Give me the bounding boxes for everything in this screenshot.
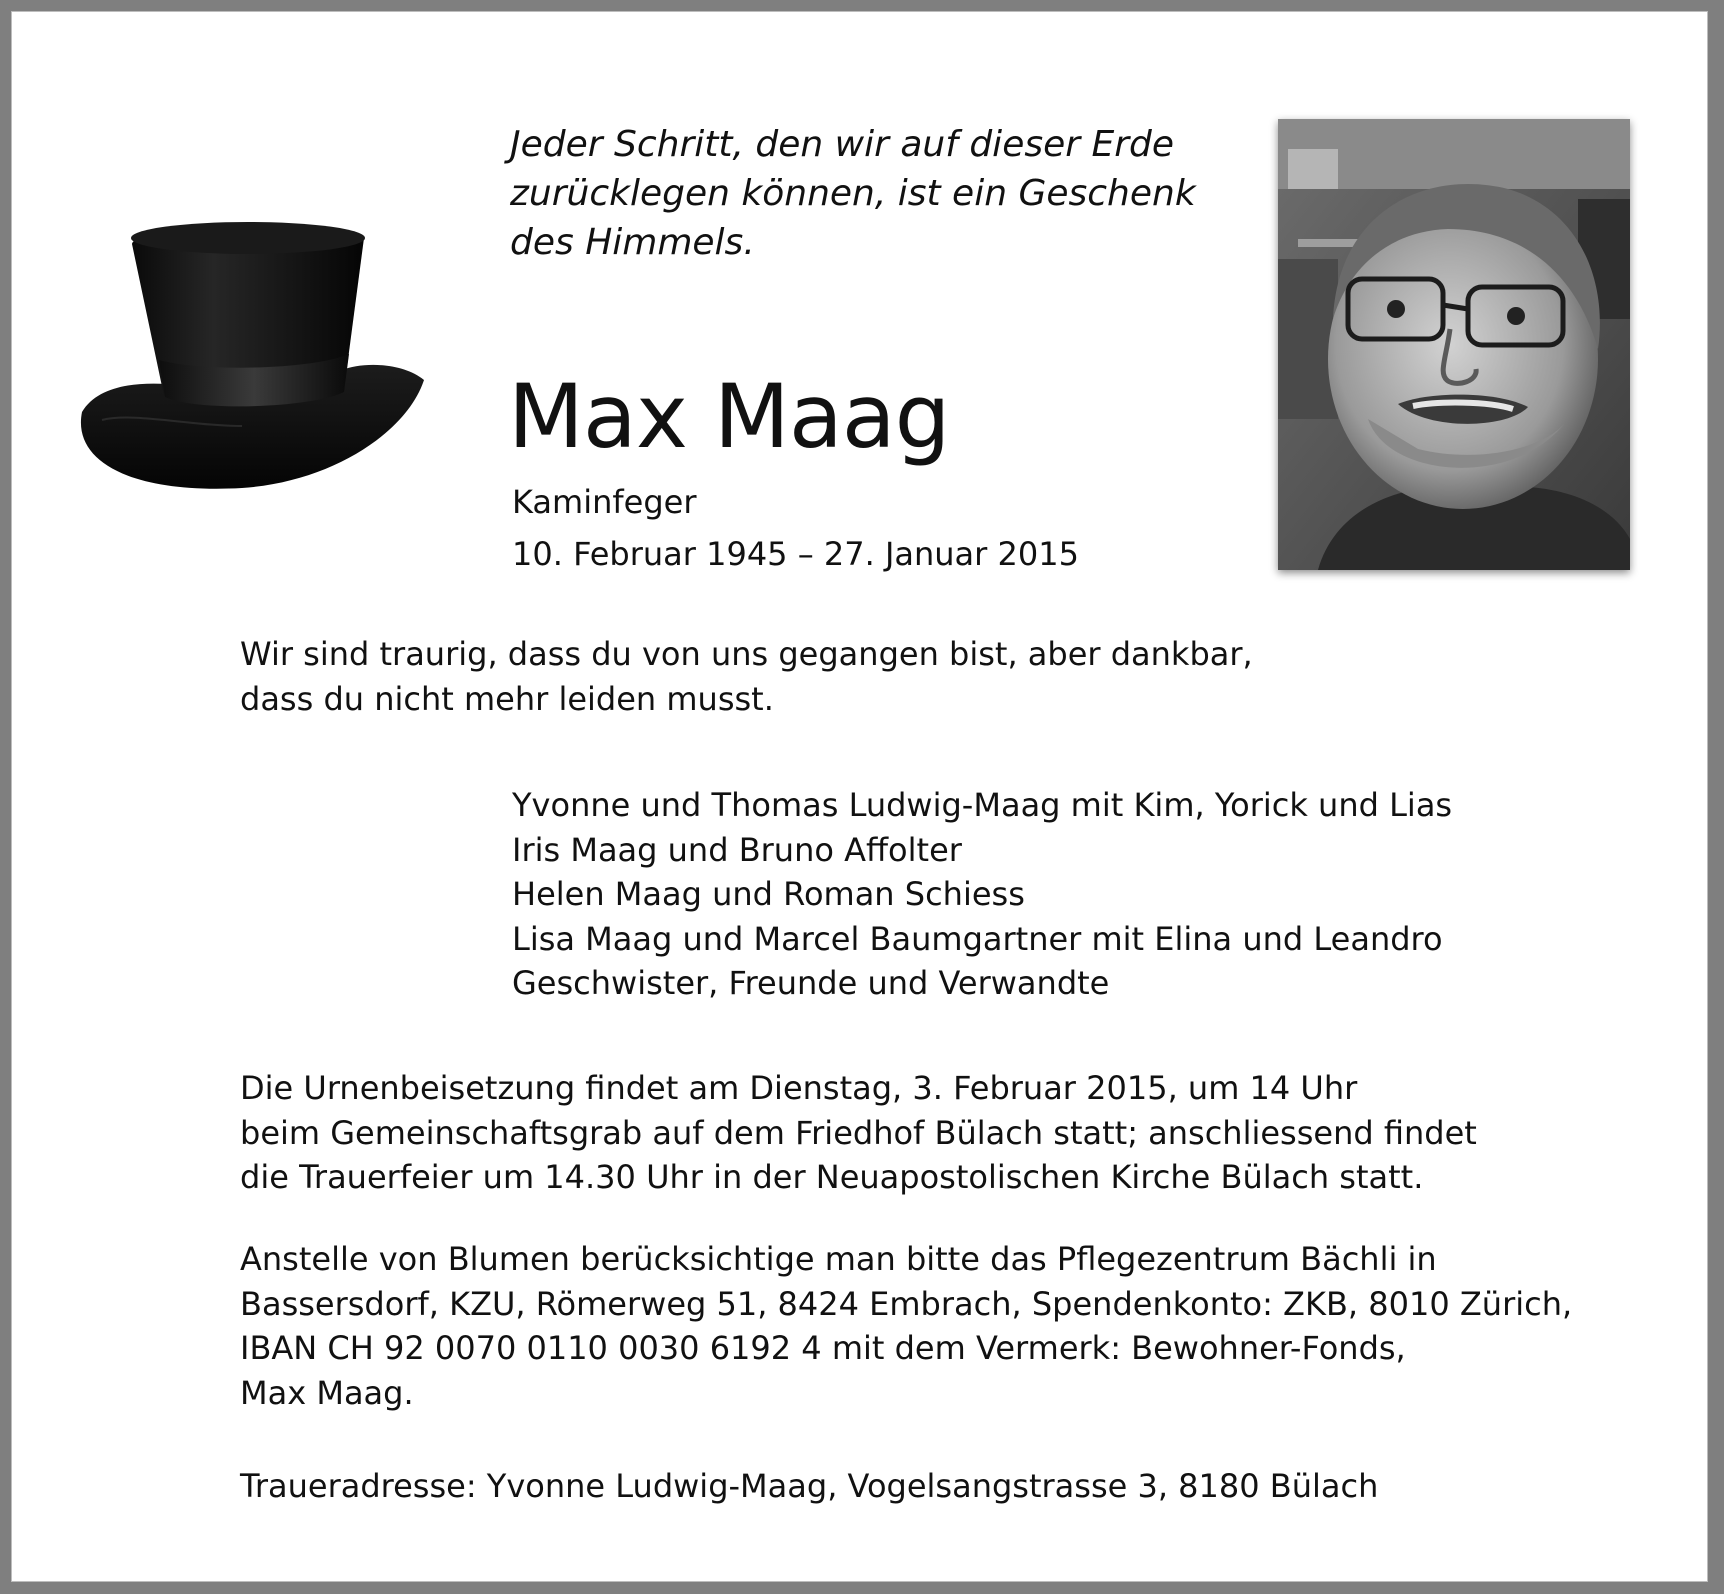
condolence-text	[240, 632, 1253, 721]
portrait-photo	[1278, 119, 1630, 570]
deceased-profession: Kaminfeger	[512, 483, 697, 521]
mourners-list	[512, 783, 1452, 1006]
motto-line: Jeder Schritt, den wir auf dieser Erde	[510, 124, 1175, 165]
mourner-line: Lisa Maag und Marcel Baumgartner mit Elina und Leandro	[512, 919, 1443, 958]
mourner-line: Helen Maag und Roman Schiess	[512, 875, 1025, 913]
mourner-line: Yvonne und Thomas Ludwig-Maag mit Kim, Yorick und Lias	[512, 786, 1453, 824]
motto-quote	[510, 120, 1230, 267]
top-hat-icon	[72, 212, 442, 512]
motto-line: zurücklegen können, ist ein Geschenk	[510, 173, 1196, 214]
donation-info	[240, 1237, 1572, 1415]
motto-line: des Himmels.	[510, 222, 755, 263]
ceremony-line: Die Urnenbeisetzung findet am Dienstag, 3. Februar 2015, um 14 Uhr	[240, 1069, 1358, 1107]
condolence-line: Wir sind traurig, dass du von uns gegangen bist, aber dankbar,	[240, 635, 1253, 673]
condolence-line: dass du nicht mehr leiden musst.	[240, 679, 774, 718]
deceased-dates: 10. Februar 1945 – 27. Januar 2015	[512, 535, 1079, 573]
donation-line: Max Maag.	[240, 1373, 414, 1412]
donation-line: Bassersdorf, KZU, Römerweg 51, 8424 Embrach, Spendenkonto: ZKB, 8010 Zürich,	[240, 1284, 1573, 1323]
ceremony-line: beim Gemeinschaftsgrab auf dem Friedhof Bülach statt; anschliessend findet	[240, 1113, 1477, 1152]
donation-line: IBAN CH 92 0070 0110 0030 6192 4 mit dem Vermerk: Bewohner-Fonds,	[240, 1329, 1406, 1367]
mourner-line: Geschwister, Freunde und Verwandte	[512, 964, 1110, 1002]
ceremony-line: die Trauerfeier um 14.30 Uhr in der Neuapostolischen Kirche Bülach statt.	[240, 1158, 1424, 1196]
ceremony-info	[240, 1066, 1477, 1200]
donation-line: Anstelle von Blumen berücksichtige man bitte das Pflegezentrum Bächli in	[240, 1240, 1437, 1278]
deceased-name: Max Maag	[508, 365, 950, 468]
obituary-page	[11, 11, 1708, 1582]
mourning-address: Traueradresse: Yvonne Ludwig-Maag, Vogelsangstrasse 3, 8180 Bülach	[240, 1467, 1379, 1505]
mourner-line: Iris Maag und Bruno Affolter	[512, 830, 962, 869]
